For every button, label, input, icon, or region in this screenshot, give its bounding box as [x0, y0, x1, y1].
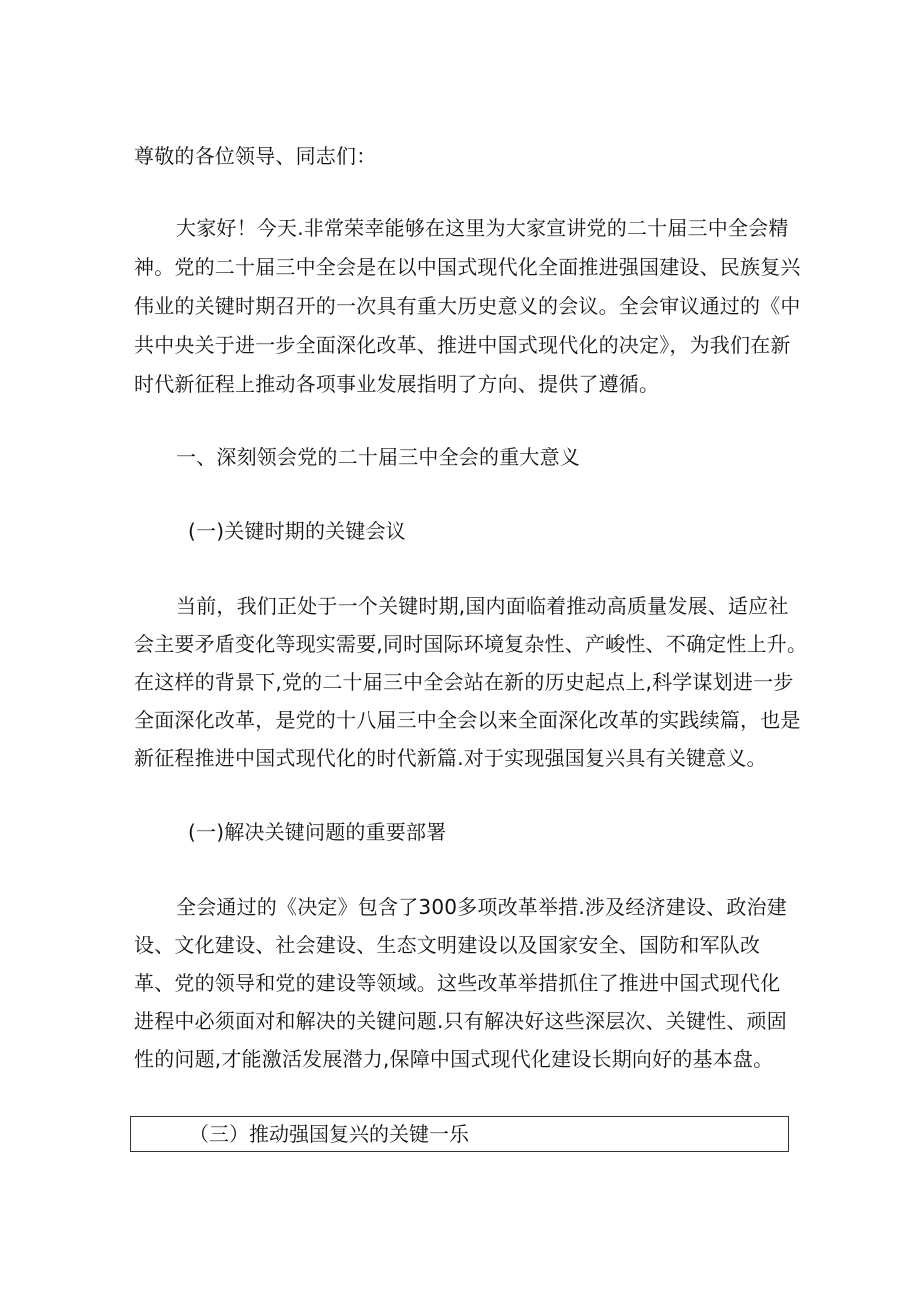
sub2-line: 革、党的领导和党的建设等领域。这些改革举措抓住了推进中国式现代化: [134, 971, 781, 995]
sub2-line: 全会通过的《决定》包含了300多项改革举措.涉及经济建设、政治建: [176, 895, 787, 919]
subsection-heading: （三）推动强国复兴的关键一乐: [189, 1122, 469, 1146]
sub1-line: 当前，我们正处于一个关键时期,国内面临着推动高质量发展、适应社: [176, 594, 789, 618]
sub2-line: 设、文化建设、社会建设、生态文明建设以及国家安全、国防和军队改: [134, 933, 761, 957]
subsection-heading: (一)解决关键问题的重要部署: [188, 820, 447, 844]
sub1-line: 会主要矛盾变化等现实需要,同时国际环境复杂性、产峻性、不确定性上升。: [134, 632, 808, 656]
intro-line: 时代新征程上推动各项事业发展指明了方向、提供了遵循。: [134, 372, 660, 396]
subsection-heading: (一)关键时期的关键会议: [188, 519, 407, 543]
intro-line: 伟业的关键时期召开的一次具有重大历史意义的会议。全会审议通过的《中: [134, 294, 801, 318]
section-heading: 一、深刻领会党的二十届三中全会的重大意义: [176, 445, 580, 469]
sub2-line: 进程中必须面对和解决的关键问题.只有解决好这些深层次、关键性、顽固: [134, 1009, 787, 1033]
intro-line: 神。党的二十届三中全会是在以中国式现代化全面推进强国建设、民族复兴: [134, 255, 801, 279]
salutation: 尊敬的各位领导、同志们：: [134, 144, 377, 168]
sub1-line: 新征程推进中国式现代化的时代新篇.对于实现强国复兴具有关键意义。: [134, 746, 767, 770]
intro-line: 共中央关于进一步全面深化改革、推进中国式现代化的决定》，为我们在新: [134, 333, 791, 357]
intro-line: 大家好！今天.非常荣幸能够在这里为大家宣讲党的二十届三中全会精: [176, 216, 789, 240]
sub1-line: 在这样的背景下,党的二十届三中全会站在新的历史起点上,科学谋划进一步: [134, 670, 794, 694]
sub1-line: 全面深化改革，是党的十八届三中全会以来全面深化改革的实践续篇，也是: [134, 708, 801, 732]
boxed-subsection-heading: [130, 1116, 789, 1152]
sub2-line: 性的问题,才能激活发展潜力,保障中国式现代化建设长期向好的基本盘。: [134, 1047, 774, 1071]
